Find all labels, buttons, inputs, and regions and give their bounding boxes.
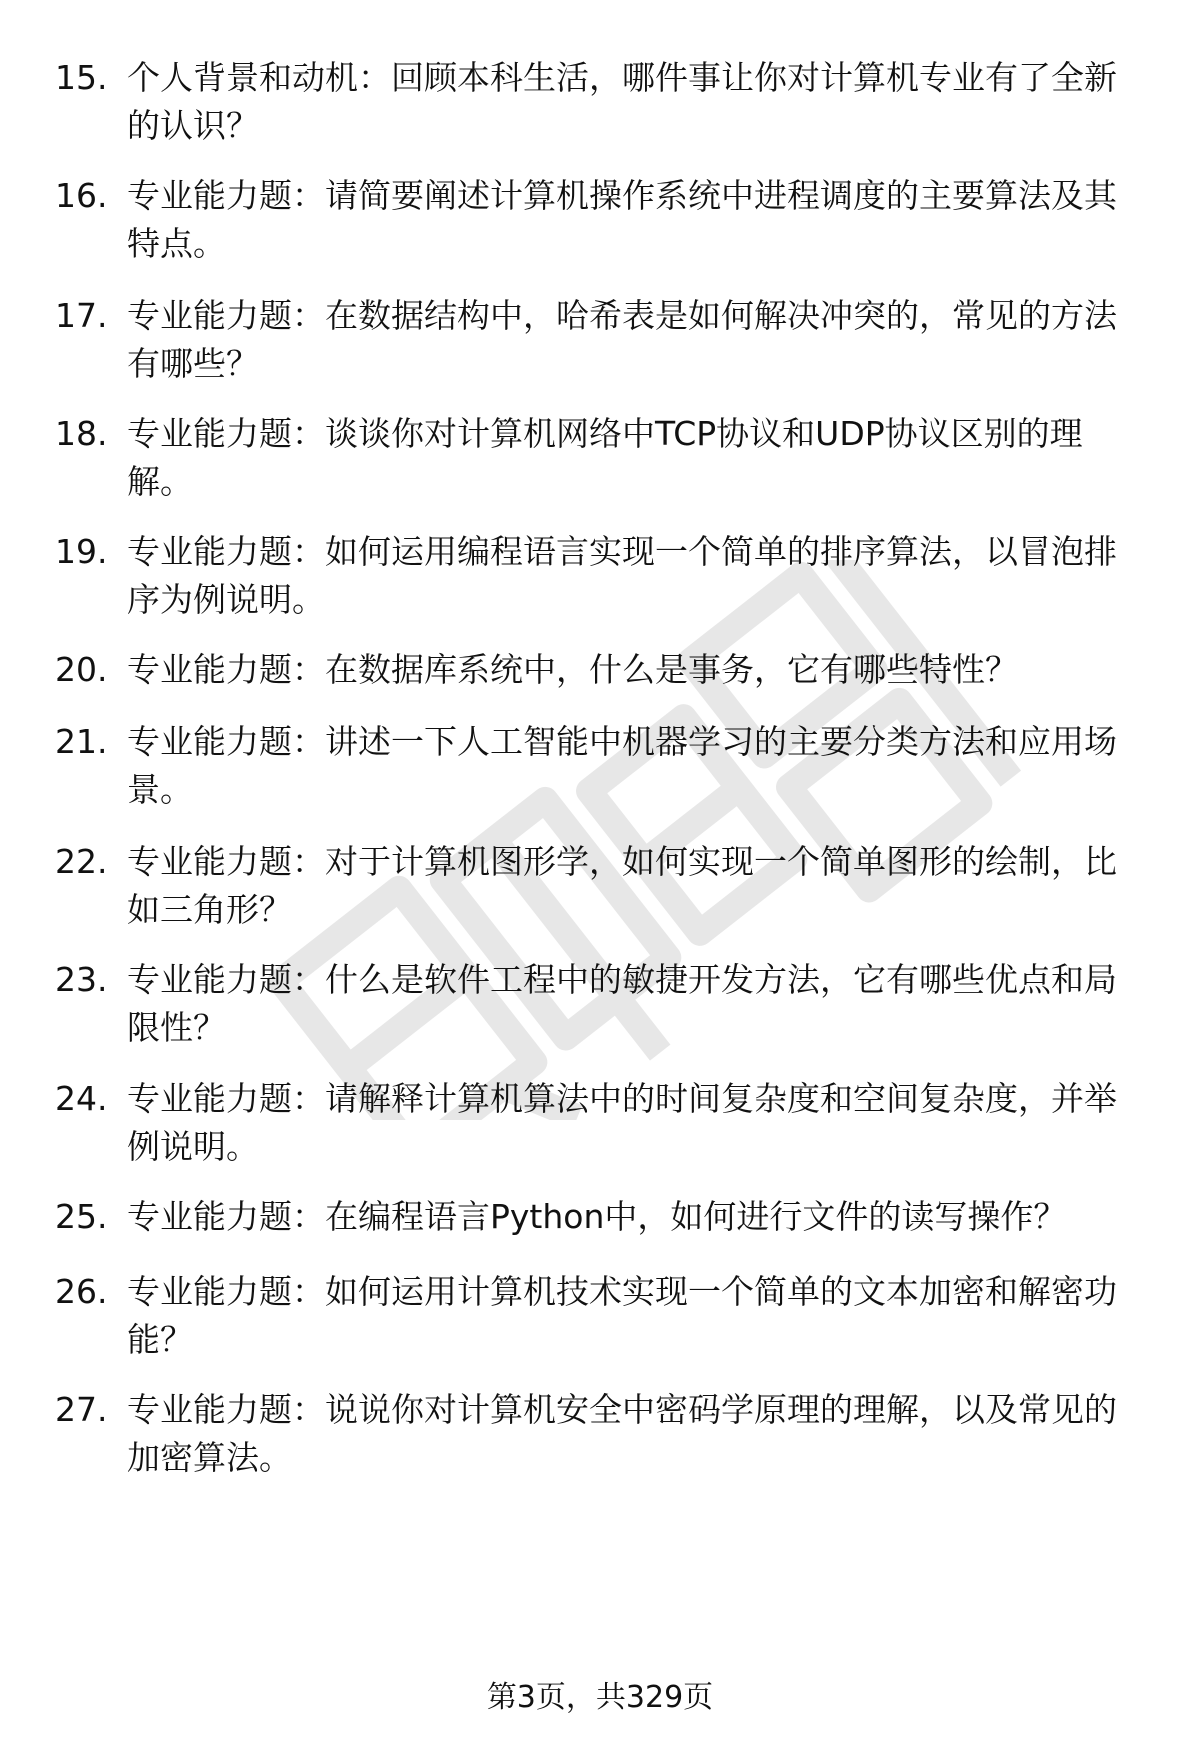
question-item	[55, 410, 1145, 506]
question-text: 专业能力题：在数据结构中，哈希表是如何解决冲突的，常见的方法有哪些？	[127, 296, 1117, 383]
question-text: 专业能力题：在编程语言Python中，如何进行文件的读写操作？	[127, 1197, 1067, 1236]
question-item	[55, 956, 1145, 1052]
question-text: 个人背景和动机：回顾本科生活，哪件事让你对计算机专业有了全新的认识？	[127, 58, 1117, 145]
question-number: 27.	[55, 1390, 108, 1429]
question-number: 26.	[55, 1272, 108, 1311]
question-number: 18.	[55, 414, 108, 453]
question-item	[55, 1075, 1145, 1171]
question-item	[55, 1268, 1145, 1364]
question-number: 22.	[55, 842, 108, 881]
question-text: 专业能力题：请解释计算机算法中的时间复杂度和空间复杂度，并举例说明。	[127, 1079, 1117, 1166]
question-text: 专业能力题：对于计算机图形学，如何实现一个简单图形的绘制，比如三角形？	[127, 842, 1117, 929]
question-number: 23.	[55, 960, 108, 999]
question-text: 专业能力题：请简要阐述计算机操作系统中进程调度的主要算法及其特点。	[127, 176, 1117, 263]
question-number: 19.	[55, 532, 108, 571]
question-text: 专业能力题：说说你对计算机安全中密码学原理的理解，以及常见的加密算法。	[127, 1390, 1117, 1477]
question-number: 16.	[55, 176, 108, 215]
question-item	[55, 54, 1145, 150]
question-item	[55, 838, 1145, 934]
question-item	[55, 172, 1145, 268]
question-text: 专业能力题：在数据库系统中，什么是事务，它有哪些特性？	[127, 650, 1018, 689]
question-number: 25.	[55, 1197, 108, 1236]
question-number: 21.	[55, 722, 108, 761]
question-item	[55, 718, 1145, 814]
question-text: 专业能力题：什么是软件工程中的敏捷开发方法，它有哪些优点和局限性？	[127, 960, 1117, 1047]
question-item	[55, 646, 1145, 694]
question-number: 15.	[55, 58, 108, 97]
question-text: 专业能力题：讲述一下人工智能中机器学习的主要分类方法和应用场景。	[127, 722, 1117, 809]
question-number: 20.	[55, 650, 108, 689]
question-item	[55, 1193, 1145, 1241]
question-text: 专业能力题：如何运用计算机技术实现一个简单的文本加密和解密功能？	[127, 1272, 1117, 1359]
question-item	[55, 528, 1145, 624]
question-text: 专业能力题：如何运用编程语言实现一个简单的排序算法，以冒泡排序为例说明。	[127, 532, 1117, 619]
question-item	[55, 292, 1145, 388]
question-number: 24.	[55, 1079, 108, 1118]
question-number: 17.	[55, 296, 108, 335]
question-item	[55, 1386, 1145, 1482]
page-indicator: 第3页，共329页	[486, 1680, 714, 1715]
question-text: 专业能力题：谈谈你对计算机网络中TCP协议和UDP协议区别的理解。	[127, 414, 1083, 501]
